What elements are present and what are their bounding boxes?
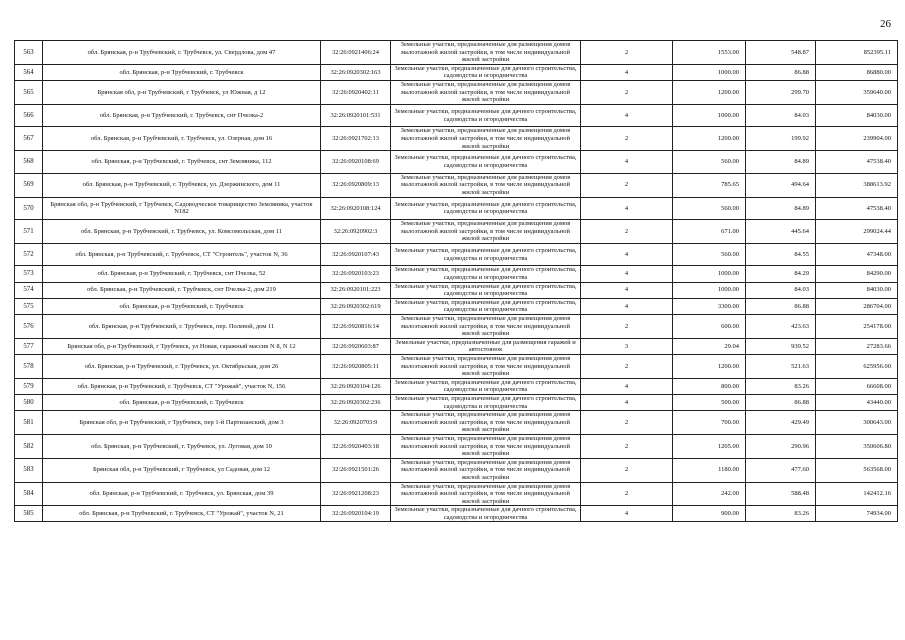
land-use-cell: Земельные участки, предназначенные для дачного строительства, садоводства и огородничества (391, 282, 581, 298)
address-cell: обл. Брянская, р-н Трубчевский, г. Трубчевск, СТ "Урожай", участок N, 21 (43, 506, 321, 522)
table-row (15, 41, 898, 65)
group-cell: 4 (581, 266, 673, 282)
table-row (15, 282, 898, 298)
table-row (15, 173, 898, 197)
land-use-cell: Земельные участки, предназначенные для размещения домов малоэтажной жилой застройки, в том числе индивидуальной жилой застройки (391, 173, 581, 197)
land-use-cell: Земельные участки, предназначенные для размещения домов малоэтажной жилой застройки, в том числе индивидуальной жилой застройки (391, 41, 581, 65)
table-row (15, 64, 898, 80)
table-row (15, 298, 898, 314)
area-cell: 1553.00 (673, 41, 746, 65)
area-cell: 560.00 (673, 197, 746, 220)
land-use-cell: Земельные участки, предназначенные для размещения домов малоэтажной жилой застройки, в том числе индивидуальной жилой застройки (391, 80, 581, 104)
address-cell: обл. Брянская, р-н Трубчевский, г. Трубчевск, ул. Свердлова, дом 47 (43, 41, 321, 65)
cadastral-value-cell: 84290.00 (816, 266, 898, 282)
address-cell: Брянская обл, р-н Трубчевский, г Трубчевск, ул Новая, гаражный массив N 8, N 12 (43, 338, 321, 354)
address-cell: Брянская обл, р-н Трубчевский, г Трубчевск, ул Садовая, дом 12 (43, 458, 321, 482)
cadastral-number-cell: 32:26:0920104:126 (321, 378, 391, 394)
table-row (15, 394, 898, 410)
row-number: 583 (15, 458, 43, 482)
specific-value-cell: 290.96 (746, 434, 816, 458)
area-cell: 671.00 (673, 220, 746, 244)
row-number: 567 (15, 127, 43, 151)
address-cell: Брянская обл, р-н Трубчевский, г Трубчевск, Садоводческое товарищество Земляника, участок N182 (43, 197, 321, 220)
table-row (15, 266, 898, 282)
cadastral-value-cell: 300643.00 (816, 411, 898, 435)
cadastral-number-cell: 32:26:0920805:11 (321, 355, 391, 379)
group-cell: 2 (581, 173, 673, 197)
group-cell: 2 (581, 220, 673, 244)
cadastral-value-cell: 66608.00 (816, 378, 898, 394)
area-cell: 3300.00 (673, 298, 746, 314)
land-use-cell: Земельные участки, предназначенные для дачного строительства, садоводства и огородничества (391, 266, 581, 282)
row-number: 585 (15, 506, 43, 522)
cadastral-number-cell: 32:26:0920107:43 (321, 243, 391, 266)
land-use-cell: Земельные участки, предназначенные для размещения домов малоэтажной жилой застройки, в том числе индивидуальной жилой застройки (391, 458, 581, 482)
group-cell: 4 (581, 506, 673, 522)
row-number: 574 (15, 282, 43, 298)
address-cell: обл. Брянская, р-н Трубчевский, г. Трубчевск, пер. Полевой, дом 11 (43, 315, 321, 339)
address-cell: обл. Брянская, р-н Трубчевский, г. Трубчевск, снт Пчелка-2, дом 219 (43, 282, 321, 298)
cadastral-number-cell: 32:26:0921406:24 (321, 41, 391, 65)
table-row (15, 458, 898, 482)
specific-value-cell: 429.49 (746, 411, 816, 435)
row-number: 582 (15, 434, 43, 458)
cadastral-value-cell: 286704.00 (816, 298, 898, 314)
land-use-cell: Земельные участки, предназначенные для дачного строительства, садоводства и огородничества (391, 394, 581, 410)
cadastral-value-cell: 47538.40 (816, 197, 898, 220)
cadastral-number-cell: 32:26:0920103:23 (321, 266, 391, 282)
specific-value-cell: 84.03 (746, 104, 816, 127)
area-cell: 242.00 (673, 482, 746, 506)
cadastral-number-cell: 32:26:0920101:531 (321, 104, 391, 127)
address-cell: обл. Брянская, р-н Трубчевский, г. Трубчевск (43, 64, 321, 80)
land-use-cell: Земельные участки, предназначенные для размещения домов малоэтажной жилой застройки, в том числе индивидуальной жилой застройки (391, 127, 581, 151)
row-number: 568 (15, 151, 43, 174)
row-number: 571 (15, 220, 43, 244)
address-cell: обл. Брянская, р-н Трубчевский, г. Трубчевск, снт Земляника, 112 (43, 151, 321, 174)
address-cell: Брянская обл, р-н Трубчевский, г Трубчевск, ул Южная, д 12 (43, 80, 321, 104)
specific-value-cell: 86.88 (746, 394, 816, 410)
row-number: 575 (15, 298, 43, 314)
address-cell: Брянская обл, р-н Трубчевский, г Трубчевск, пер 1-й Партизанский, дом 3 (43, 411, 321, 435)
cadastral-number-cell: 32:26:0920809:13 (321, 173, 391, 197)
cadastral-value-cell: 84030.00 (816, 282, 898, 298)
group-cell: 4 (581, 64, 673, 80)
address-cell: обл. Брянская, р-н Трубчевский, г. Трубчевск, СТ "Урожай", участок N, 156 (43, 378, 321, 394)
area-cell: 785.65 (673, 173, 746, 197)
land-use-cell: Земельные участки, предназначенные для размещения гаражей и автостоянок (391, 338, 581, 354)
table-row (15, 151, 898, 174)
cadastral-number-cell: 32:26:0920101:223 (321, 282, 391, 298)
land-use-cell: Земельные участки, предназначенные для дачного строительства, садоводства и огородничества (391, 243, 581, 266)
specific-value-cell: 588.48 (746, 482, 816, 506)
group-cell: 4 (581, 298, 673, 314)
specific-value-cell: 521.63 (746, 355, 816, 379)
area-cell: 29.04 (673, 338, 746, 354)
table-row (15, 482, 898, 506)
table-row (15, 127, 898, 151)
row-number: 570 (15, 197, 43, 220)
specific-value-cell: 84.89 (746, 151, 816, 174)
area-cell: 800.00 (673, 378, 746, 394)
area-cell: 560.00 (673, 243, 746, 266)
group-cell: 4 (581, 378, 673, 394)
specific-value-cell: 83.26 (746, 506, 816, 522)
specific-value-cell: 84.55 (746, 243, 816, 266)
table-row (15, 80, 898, 104)
area-cell: 500.00 (673, 394, 746, 410)
land-use-cell: Земельные участки, предназначенные для дачного строительства, садоводства и огородничества (391, 64, 581, 80)
cadastral-value-cell: 254178.00 (816, 315, 898, 339)
land-use-cell: Земельные участки, предназначенные для размещения домов малоэтажной жилой застройки, в том числе индивидуальной жилой застройки (391, 220, 581, 244)
table-row (15, 411, 898, 435)
page-number: 26 (880, 18, 891, 30)
table-row (15, 338, 898, 354)
row-number: 578 (15, 355, 43, 379)
table-row (15, 315, 898, 339)
land-use-cell: Земельные участки, предназначенные для дачного строительства, садоводства и огородничества (391, 104, 581, 127)
group-cell: 2 (581, 127, 673, 151)
area-cell: 1180.00 (673, 458, 746, 482)
cadastral-number-cell: 32:26:0921702:13 (321, 127, 391, 151)
row-number: 572 (15, 243, 43, 266)
cadastral-value-cell: 74934.00 (816, 506, 898, 522)
land-use-cell: Земельные участки, предназначенные для дачного строительства, садоводства и огородничества (391, 197, 581, 220)
specific-value-cell: 423.63 (746, 315, 816, 339)
land-use-cell: Земельные участки, предназначенные для дачного строительства, садоводства и огородничества (391, 506, 581, 522)
land-use-cell: Земельные участки, предназначенные для размещения домов малоэтажной жилой застройки, в том числе индивидуальной жилой застройки (391, 411, 581, 435)
specific-value-cell: 548.87 (746, 41, 816, 65)
cadastral-value-cell: 142412.16 (816, 482, 898, 506)
table-row (15, 104, 898, 127)
cadastral-number-cell: 32:26:0920302:236 (321, 394, 391, 410)
specific-value-cell: 299.70 (746, 80, 816, 104)
land-use-cell: Земельные участки, предназначенные для дачного строительства, садоводства и огородничества (391, 378, 581, 394)
specific-value-cell: 199.92 (746, 127, 816, 151)
land-use-cell: Земельные участки, предназначенные для размещения домов малоэтажной жилой застройки, в том числе индивидуальной жилой застройки (391, 482, 581, 506)
row-number: 576 (15, 315, 43, 339)
area-cell: 1000.00 (673, 104, 746, 127)
row-number: 581 (15, 411, 43, 435)
specific-value-cell: 84.89 (746, 197, 816, 220)
address-cell: обл. Брянская, р-н Трубчевский, г. Трубчевск, ул. Брянская, дом 39 (43, 482, 321, 506)
area-cell: 1000.00 (673, 64, 746, 80)
group-cell: 2 (581, 315, 673, 339)
group-cell: 2 (581, 434, 673, 458)
area-cell: 1200.00 (673, 355, 746, 379)
specific-value-cell: 84.29 (746, 266, 816, 282)
group-cell: 2 (581, 80, 673, 104)
cadastral-value-cell: 47348.00 (816, 243, 898, 266)
cadastral-number-cell: 32:26:0921501:26 (321, 458, 391, 482)
area-cell: 1000.00 (673, 282, 746, 298)
cadastral-number-cell: 32:26:0920902:3 (321, 220, 391, 244)
table-row (15, 355, 898, 379)
group-cell: 4 (581, 282, 673, 298)
cadastral-value-cell: 43440.00 (816, 394, 898, 410)
cadastral-value-cell: 84030.00 (816, 104, 898, 127)
cadastral-value-cell: 852395.11 (816, 41, 898, 65)
cadastral-value-cell: 359640.00 (816, 80, 898, 104)
specific-value-cell: 84.03 (746, 282, 816, 298)
specific-value-cell: 86.88 (746, 64, 816, 80)
area-cell: 1200.00 (673, 80, 746, 104)
row-number: 566 (15, 104, 43, 127)
table-row (15, 506, 898, 522)
address-cell: обл. Брянская, р-н Трубчевский, г. Трубчевск, ул. Озерная, дом 16 (43, 127, 321, 151)
row-number: 569 (15, 173, 43, 197)
group-cell: 3 (581, 338, 673, 354)
land-use-cell: Земельные участки, предназначенные для дачного строительства, садоводства и огородничества (391, 298, 581, 314)
cadastral-value-cell: 350606.80 (816, 434, 898, 458)
land-use-cell: Земельные участки, предназначенные для размещения домов малоэтажной жилой застройки, в том числе индивидуальной жилой застройки (391, 434, 581, 458)
specific-value-cell: 494.64 (746, 173, 816, 197)
row-number: 563 (15, 41, 43, 65)
table-row (15, 220, 898, 244)
cadastral-number-cell: 32:26:0920703:9 (321, 411, 391, 435)
row-number: 584 (15, 482, 43, 506)
row-number: 580 (15, 394, 43, 410)
cadastral-value-cell: 388613.92 (816, 173, 898, 197)
address-cell: обл. Брянская, р-н Трубчевский, г. Трубчевск, ул. Дзержинского, дом 11 (43, 173, 321, 197)
row-number: 564 (15, 64, 43, 80)
area-cell: 1205.00 (673, 434, 746, 458)
group-cell: 4 (581, 394, 673, 410)
cadastral-number-cell: 32:26:0920108:124 (321, 197, 391, 220)
land-use-cell: Земельные участки, предназначенные для размещения домов малоэтажной жилой застройки, в том числе индивидуальной жилой застройки (391, 355, 581, 379)
area-cell: 1200.00 (673, 127, 746, 151)
cadastral-value-cell: 86880.00 (816, 64, 898, 80)
area-cell: 900.00 (673, 506, 746, 522)
group-cell: 4 (581, 151, 673, 174)
table-row (15, 378, 898, 394)
land-use-cell: Земельные участки, предназначенные для размещения домов малоэтажной жилой застройки, в том числе индивидуальной жилой застройки (391, 315, 581, 339)
cadastral-number-cell: 32:26:0920104:19 (321, 506, 391, 522)
group-cell: 2 (581, 41, 673, 65)
specific-value-cell: 86.88 (746, 298, 816, 314)
area-cell: 600.00 (673, 315, 746, 339)
address-cell: обл. Брянская, р-н Трубчевский, г. Трубчевск, снт Пчелка-2 (43, 104, 321, 127)
cadastral-number-cell: 32:26:0920603:87 (321, 338, 391, 354)
area-cell: 700.00 (673, 411, 746, 435)
cadastral-value-cell: 299024.44 (816, 220, 898, 244)
row-number: 579 (15, 378, 43, 394)
address-cell: обл. Брянская, р-н Трубчевский, г. Трубчевск, снт Пчелка, 52 (43, 266, 321, 282)
specific-value-cell: 939.52 (746, 338, 816, 354)
cadastral-number-cell: 32:26:0920108:69 (321, 151, 391, 174)
table-row (15, 434, 898, 458)
cadastral-value-cell: 47538.40 (816, 151, 898, 174)
area-cell: 560.00 (673, 151, 746, 174)
cadastral-number-cell: 32:26:0921208:23 (321, 482, 391, 506)
group-cell: 2 (581, 411, 673, 435)
cadastral-value-cell: 27283.66 (816, 338, 898, 354)
address-cell: обл. Брянская, р-н Трубчевский, г. Трубчевск, СТ "Строитель", участок N, 36 (43, 243, 321, 266)
land-cadastral-value-table (14, 40, 898, 522)
row-number: 577 (15, 338, 43, 354)
row-number: 565 (15, 80, 43, 104)
address-cell: обл. Брянская, р-н Трубчевский, г. Трубчевск (43, 394, 321, 410)
address-cell: обл. Брянская, р-н Трубчевский, г. Трубчевск, ул. Луговая, дом 10 (43, 434, 321, 458)
cadastral-number-cell: 32:26:0920302:163 (321, 64, 391, 80)
row-number: 573 (15, 266, 43, 282)
group-cell: 4 (581, 197, 673, 220)
group-cell: 4 (581, 104, 673, 127)
specific-value-cell: 445.64 (746, 220, 816, 244)
group-cell: 2 (581, 458, 673, 482)
group-cell: 2 (581, 482, 673, 506)
cadastral-number-cell: 32:26:0920302:619 (321, 298, 391, 314)
table-row (15, 197, 898, 220)
cadastral-value-cell: 239904.00 (816, 127, 898, 151)
address-cell: обл. Брянская, р-н Трубчевский, г. Трубчевск, ул. Комсомольская, дом 11 (43, 220, 321, 244)
cadastral-value-cell: 563568.00 (816, 458, 898, 482)
cadastral-number-cell: 32:26:0920403:18 (321, 434, 391, 458)
group-cell: 2 (581, 355, 673, 379)
land-use-cell: Земельные участки, предназначенные для дачного строительства, садоводства и огородничества (391, 151, 581, 174)
area-cell: 1000.00 (673, 266, 746, 282)
table-body (15, 41, 898, 522)
table-row (15, 243, 898, 266)
cadastral-value-cell: 625956.00 (816, 355, 898, 379)
specific-value-cell: 477.60 (746, 458, 816, 482)
address-cell: обл. Брянская, р-н Трубчевский, г. Трубчевск, ул. Октябрьская, дом 26 (43, 355, 321, 379)
group-cell: 4 (581, 243, 673, 266)
cadastral-number-cell: 32:26:0920816:14 (321, 315, 391, 339)
address-cell: обл. Брянская, р-н Трубчевский, г. Трубчевск (43, 298, 321, 314)
specific-value-cell: 83.26 (746, 378, 816, 394)
cadastral-number-cell: 32:26:0920402:11 (321, 80, 391, 104)
